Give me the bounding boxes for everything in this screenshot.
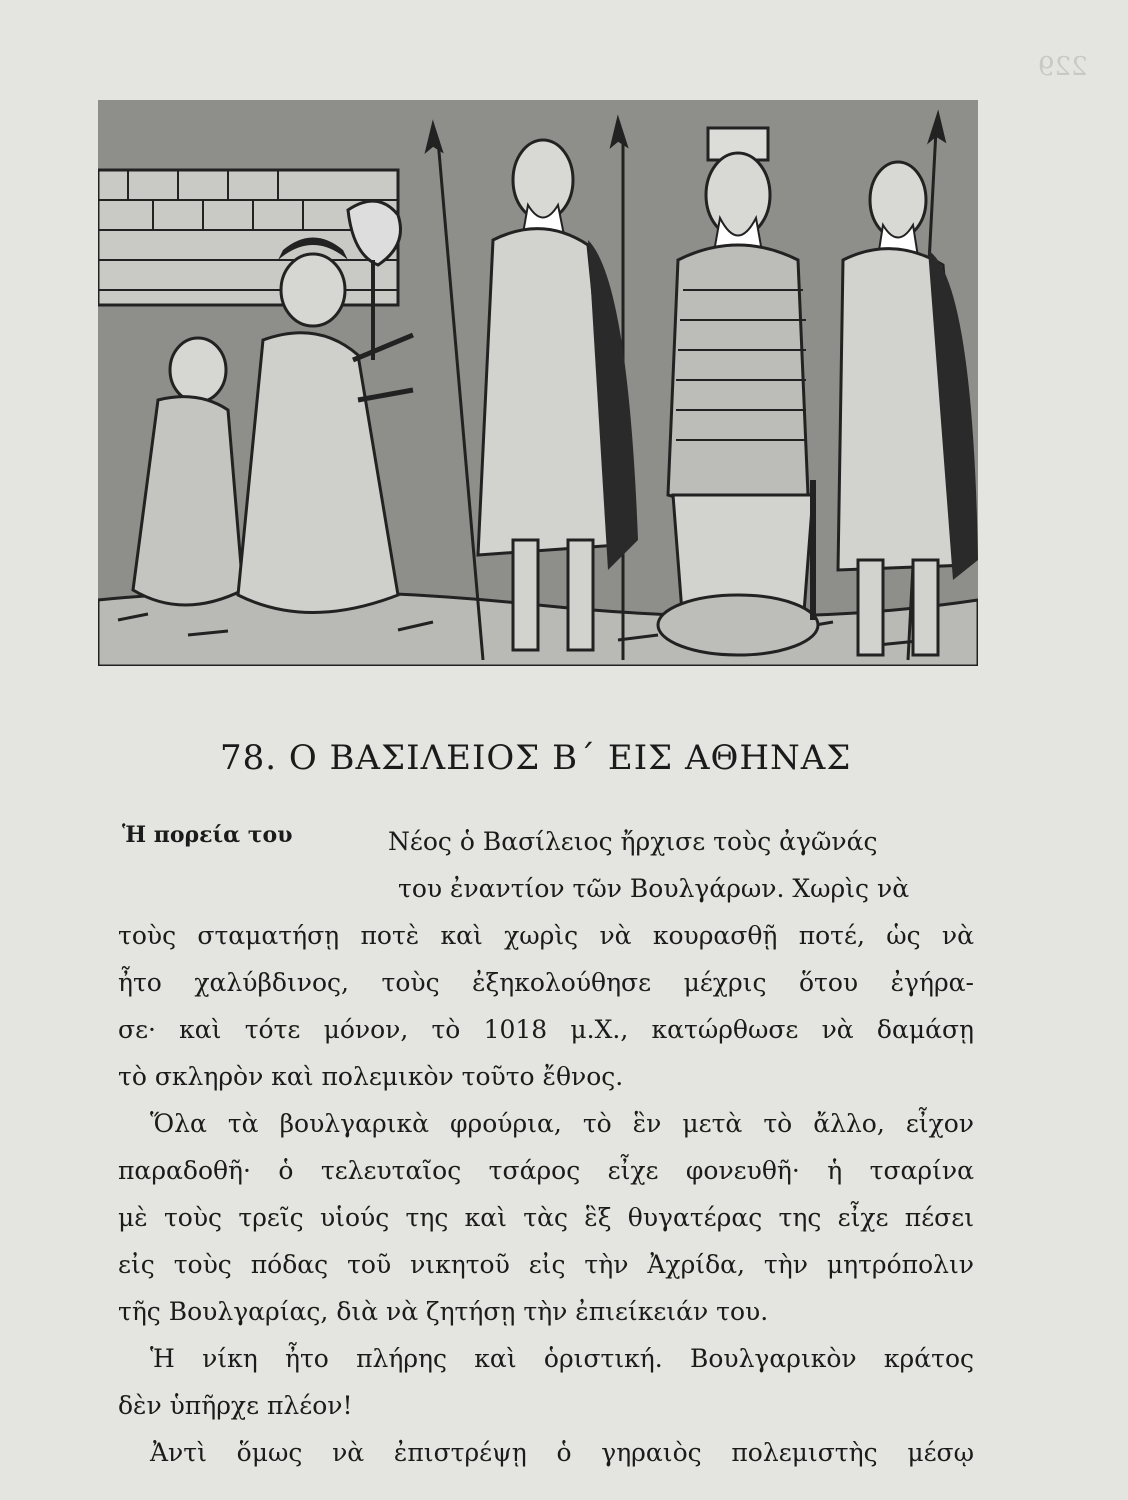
text-line: Νέος ὁ Βασίλειος ἤρχισε τοὺς ἀγῶνάς: [388, 827, 878, 856]
text-line: του ἐναντίον τῶν Βουλγάρων. Χωρὶς νὰ: [398, 874, 910, 903]
text-line: παραδοθῆ· ὁ τελευταῖος τσάρος εἶχε φονευθῆ· ἡ τσαρίνα: [118, 1156, 974, 1185]
byzantine-illustration-icon: [98, 100, 978, 666]
text-line: Ὅλα τὰ βουλγαρικὰ φρούρια, τὸ ἓν μετὰ τὸ ἄλλο, εἶχον: [150, 1109, 974, 1138]
text-line: τῆς Βουλγαρίας, διὰ νὰ ζητήσῃ τὴν ἐπιείκειάν του.: [118, 1297, 769, 1326]
text-line: εἰς τοὺς πόδας τοῦ νικητοῦ εἰς τὴν Ἀχρίδα, τὴν μητρόπολιν: [118, 1250, 974, 1279]
chapter-title: 78. Ο ΒΑΣΙΛΕΙΟΣ Β΄ ΕΙΣ ΑΘΗΝΑΣ: [220, 738, 852, 778]
text-line: τὸ σκληρὸν καὶ πολεμικὸν τοῦτο ἔθνος.: [118, 1062, 624, 1091]
text-line: Ἀντὶ ὅμως νὰ ἐπιστρέψῃ ὁ γηραιὸς πολεμιστὴς μέσῳ: [150, 1438, 974, 1467]
illustration: [98, 100, 978, 666]
text-line: ἦτο χαλύβδινος, τοὺς ἐξηκολούθησε μέχρις ὅτου ἐγήρα-: [118, 968, 974, 997]
body-text: [118, 818, 974, 1476]
bleed-through-page-number: 229: [1038, 52, 1088, 82]
text-line: Ἡ νίκη ἦτο πλήρης καὶ ὁριστική. Βουλγαρικὸν κράτος: [150, 1344, 974, 1373]
text-line: τοὺς σταματήσῃ ποτὲ καὶ χωρὶς νὰ κουρασθῇ ποτέ, ὡς νὰ: [118, 921, 974, 950]
text-line: μὲ τοὺς τρεῖς υἱούς της καὶ τὰς ἓξ θυγατέρας της εἶχε πέσει: [118, 1203, 974, 1232]
text-line: σε· καὶ τότε μόνον, τὸ 1018 μ.Χ., κατώρθωσε νὰ δαμάσῃ: [118, 1015, 974, 1044]
margin-note: Ἡ πορεία του: [122, 822, 293, 848]
text-line: δὲν ὑπῆρχε πλέον!: [118, 1391, 353, 1420]
